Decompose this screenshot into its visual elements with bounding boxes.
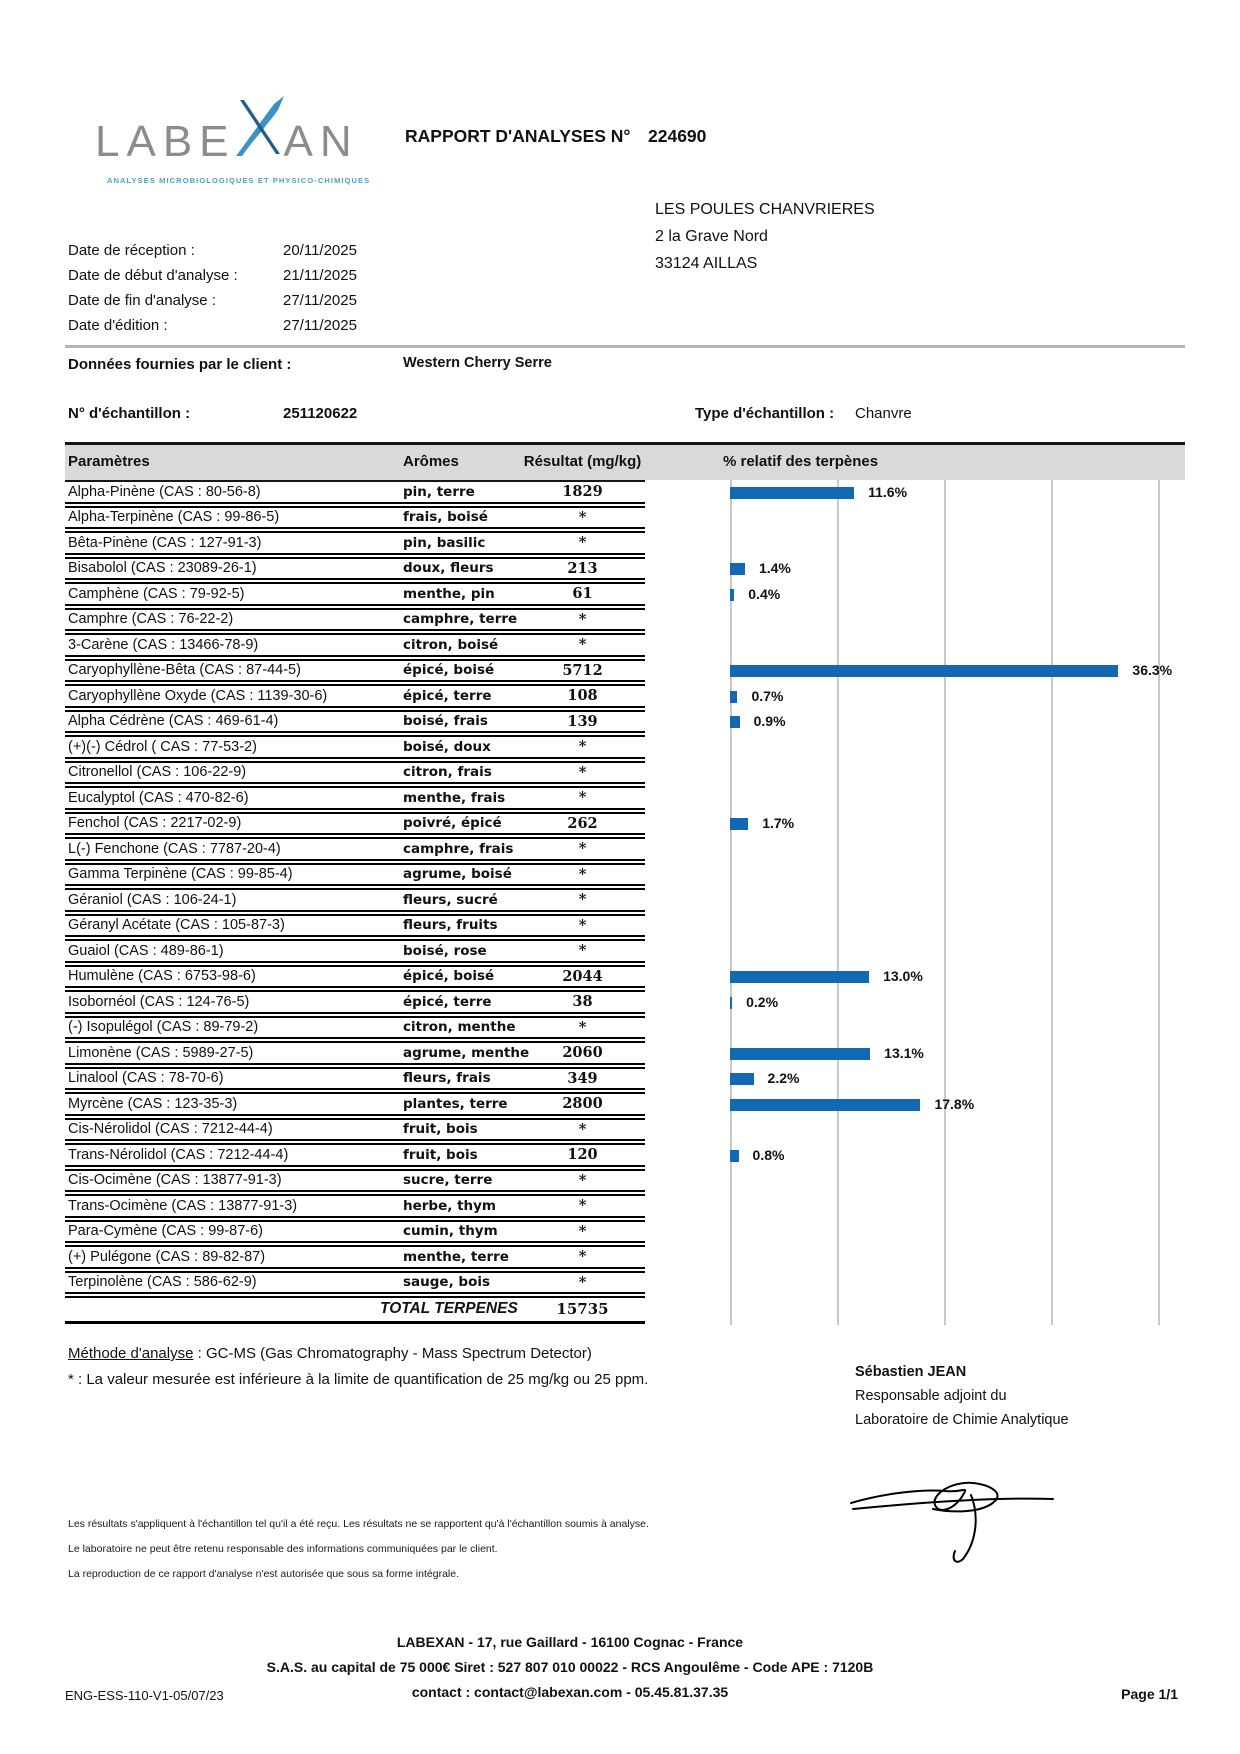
client-address <box>655 196 875 277</box>
chart-bar-label: 13.1% <box>884 1044 924 1061</box>
table-row <box>65 992 645 1018</box>
report-number: 224690 <box>648 126 707 146</box>
row-result: * <box>578 916 587 934</box>
row-result: * <box>578 1018 587 1036</box>
method-label: Méthode d'analyse <box>68 1345 194 1362</box>
footer-legal: S.A.S. au capital de 75 000€ Siret : 527 807 010 00022 - RCS Angoulême - Code APE : 7120B <box>266 1659 874 1675</box>
row-aroma: agrume, menthe <box>403 1044 530 1061</box>
row-parameter: 3-Carène (CAS : 13466-78-9) <box>68 636 259 653</box>
date-debut <box>68 263 357 288</box>
row-aroma: plantes, terre <box>403 1095 508 1112</box>
row-aroma: citron, menthe <box>403 1019 516 1036</box>
chart-bar-label: 0.2% <box>746 993 779 1010</box>
row-aroma: fleurs, sucré <box>403 891 498 908</box>
row-aroma: sauge, bois <box>403 1274 491 1291</box>
chart-gridline <box>1051 480 1053 1325</box>
row-aroma: boisé, doux <box>403 738 491 755</box>
row-aroma: épicé, terre <box>403 687 492 704</box>
table-row <box>65 967 645 993</box>
date-fin <box>68 288 357 313</box>
logo-text-left: LABE <box>95 117 236 166</box>
row-result: 262 <box>567 814 598 832</box>
table-row <box>65 1094 645 1120</box>
table-row <box>65 1273 645 1299</box>
row-result: 61 <box>572 585 593 603</box>
row-aroma: pin, terre <box>403 483 475 500</box>
table-row <box>65 814 645 840</box>
client-name: LES POULES CHANVRIERES <box>655 201 875 218</box>
section-divider <box>65 345 1185 348</box>
row-aroma: sucre, terre <box>403 1172 493 1189</box>
table-row <box>65 1069 645 1095</box>
page-number: Page 1/1 <box>1121 1686 1178 1702</box>
table-row <box>65 1043 645 1069</box>
table-row <box>65 941 645 967</box>
row-parameter: Géraniol (CAS : 106-24-1) <box>68 891 237 908</box>
signatory-role-1: Responsable adjoint du <box>855 1388 1007 1404</box>
terpene-table-body <box>65 482 645 1298</box>
client-data-row <box>68 355 552 373</box>
chart-bar <box>730 691 737 703</box>
table-row <box>65 1145 645 1171</box>
chart-bar-label: 0.9% <box>753 713 786 730</box>
col-header-result: Résultat (mg/kg) <box>523 453 642 470</box>
table-row <box>65 839 645 865</box>
row-aroma: épicé, boisé <box>403 968 495 985</box>
row-aroma: cumin, thym <box>403 1223 498 1240</box>
chart-bar-label: 0.8% <box>752 1146 785 1163</box>
row-parameter: (-) Isopulégol (CAS : 89-79-2) <box>68 1019 259 1036</box>
row-parameter: Fenchol (CAS : 2217-02-9) <box>68 815 242 832</box>
disclaimer-line: La reproduction de ce rapport d'analyse n'est autorisée que sous sa forme intégrale. <box>68 1568 459 1580</box>
table-row <box>65 1222 645 1248</box>
labexan-logo <box>95 96 370 185</box>
signatory-block <box>855 1360 1069 1432</box>
chart-gridline <box>1158 480 1160 1325</box>
row-result: 108 <box>567 687 598 705</box>
chart-gridline <box>944 480 946 1325</box>
logo-wordmark <box>95 96 370 166</box>
row-aroma: boisé, rose <box>403 942 487 959</box>
row-result: 38 <box>572 993 593 1011</box>
total-row <box>65 1297 645 1324</box>
row-result: * <box>578 840 587 858</box>
row-result: * <box>578 508 587 526</box>
row-parameter: Para-Cymène (CAS : 99-87-6) <box>68 1223 264 1240</box>
row-parameter: Limonène (CAS : 5989-27-5) <box>68 1044 254 1061</box>
doc-ref: ENG-ESS-110-V1-05/07/23 <box>65 1688 224 1703</box>
chart-bar <box>730 1048 870 1060</box>
row-result: * <box>578 942 587 960</box>
row-parameter: Alpha-Terpinène (CAS : 99-86-5) <box>68 509 280 526</box>
table-row <box>65 1196 645 1222</box>
row-result: * <box>578 891 587 909</box>
row-parameter: Isobornéol (CAS : 124-76-5) <box>68 993 250 1010</box>
row-result: * <box>578 763 587 781</box>
date-value: 27/11/2025 <box>283 317 357 334</box>
chart-bar-label: 0.4% <box>748 585 781 602</box>
row-aroma: pin, basilic <box>403 534 486 551</box>
chart-bar <box>730 997 732 1009</box>
row-result: * <box>578 1222 587 1240</box>
report-title: RAPPORT D'ANALYSES N° <box>405 126 631 146</box>
table-row <box>65 1120 645 1146</box>
chart-bar <box>730 589 734 601</box>
footer-address: LABEXAN - 17, rue Gaillard - 16100 Cognac - France <box>396 1634 744 1650</box>
footer-contact: contact : contact@labexan.com - 05.45.81.37.35 <box>411 1684 729 1700</box>
chart-bar-label: 1.7% <box>762 815 795 832</box>
row-parameter: L(-) Fenchone (CAS : 7787-20-4) <box>68 840 281 857</box>
disclaimer-line: Le laboratoire ne peut être retenu responsable des informations communiquées par le client. <box>68 1543 498 1555</box>
date-label: Date de fin d'analyse : <box>68 292 216 309</box>
chart-bar-label: 1.4% <box>758 560 791 577</box>
row-parameter: (+) Pulégone (CAS : 89-82-87) <box>68 1248 266 1265</box>
row-parameter: Citronellol (CAS : 106-22-9) <box>68 764 247 781</box>
chart-bar <box>730 1073 754 1085</box>
logo-x-icon <box>232 96 286 168</box>
client-street: 2 la Grave Nord <box>655 228 768 245</box>
chart-bar-label: 13.0% <box>883 968 923 985</box>
total-label: TOTAL TERPENES <box>380 1300 518 1317</box>
date-label: Date de début d'analyse : <box>68 267 238 284</box>
date-label: Date d'édition : <box>68 317 168 334</box>
disclaimers <box>68 1512 649 1587</box>
chart-bar <box>730 818 748 830</box>
sample-number-label: N° d'échantillon : <box>68 405 191 422</box>
row-aroma: fruit, bois <box>403 1146 478 1163</box>
row-parameter: Trans-Ocimène (CAS : 13877-91-3) <box>68 1197 298 1214</box>
table-row <box>65 890 645 916</box>
row-result: 213 <box>567 559 598 577</box>
row-parameter: Bisabolol (CAS : 23089-26-1) <box>68 560 257 577</box>
chart-gridline <box>837 480 839 1325</box>
client-data-label: Données fournies par le client : <box>68 356 292 373</box>
date-value: 21/11/2025 <box>283 267 357 284</box>
signatory-role-2: Laboratoire de Chimie Analytique <box>855 1412 1069 1428</box>
row-aroma: citron, boisé <box>403 636 499 653</box>
row-aroma: camphre, frais <box>403 840 514 857</box>
chart-bar <box>730 1150 739 1162</box>
table-row <box>65 865 645 891</box>
row-aroma: poivré, épicé <box>403 815 502 832</box>
row-parameter: Gamma Terpinène (CAS : 99-85-4) <box>68 866 293 883</box>
table-row <box>65 916 645 942</box>
table-row <box>65 788 645 814</box>
chart-bar <box>730 563 745 575</box>
client-data-value: Western Cherry Serre <box>403 355 552 371</box>
asterisk-note: * : La valeur mesurée est inférieure à la limite de quantification de 25 mg/kg ou 25 ppm. <box>68 1371 649 1388</box>
table-row <box>65 737 645 763</box>
row-result: 1829 <box>562 483 603 501</box>
date-value: 20/11/2025 <box>283 242 357 259</box>
table-row <box>65 712 645 738</box>
chart-bar-label: 11.6% <box>868 483 908 500</box>
row-result: * <box>578 1197 587 1215</box>
chart-bar <box>730 716 740 728</box>
chart-bar-label: 2.2% <box>767 1070 800 1087</box>
row-parameter: Alpha Cédrène (CAS : 469-61-4) <box>68 713 279 730</box>
row-aroma: boisé, frais <box>403 713 488 730</box>
row-aroma: fruit, bois <box>403 1121 478 1138</box>
row-aroma: fleurs, frais <box>403 1070 491 1087</box>
row-result: * <box>578 1273 587 1291</box>
table-row <box>65 686 645 712</box>
row-result: * <box>578 789 587 807</box>
chart-axis-line <box>730 480 732 1325</box>
row-parameter: Eucalyptol (CAS : 470-82-6) <box>68 789 249 806</box>
row-aroma: menthe, frais <box>403 789 506 806</box>
signatory-name: Sébastien JEAN <box>855 1364 967 1380</box>
row-parameter: Humulène (CAS : 6753-98-6) <box>68 968 256 985</box>
date-edition <box>68 313 357 338</box>
row-result: * <box>578 636 587 654</box>
table-row <box>65 1171 645 1197</box>
row-parameter: Alpha-Pinène (CAS : 80-56-8) <box>68 483 261 500</box>
row-aroma: herbe, thym <box>403 1197 497 1214</box>
logo-text-right: AN <box>283 117 359 166</box>
date-label: Date de réception : <box>68 242 195 259</box>
row-aroma: frais, boisé <box>403 509 488 526</box>
row-result: 349 <box>567 1069 598 1087</box>
signature-icon <box>845 1445 1060 1565</box>
table-row <box>65 533 645 559</box>
row-parameter: Caryophyllène-Bêta (CAS : 87-44-5) <box>68 662 301 679</box>
method-note <box>68 1345 592 1362</box>
row-result: 139 <box>567 712 598 730</box>
date-value: 27/11/2025 <box>283 292 357 309</box>
row-result: 120 <box>567 1146 598 1164</box>
row-result: * <box>578 738 587 756</box>
row-result: 2060 <box>562 1044 603 1062</box>
sample-number: 251120622 <box>283 405 358 422</box>
row-aroma: agrume, boisé <box>403 866 512 883</box>
row-aroma: camphre, terre <box>403 611 518 628</box>
row-parameter: Géranyl Acétate (CAS : 105-87-3) <box>68 917 285 934</box>
table-row <box>65 508 645 534</box>
row-result: * <box>578 1248 587 1266</box>
total-value: 15735 <box>556 1300 609 1318</box>
table-row <box>65 559 645 585</box>
row-result: * <box>578 865 587 883</box>
col-header-aromas: Arômes <box>403 453 459 470</box>
disclaimer-line: Les résultats s'appliquent à l'échantillon tel qu'il a été reçu. Les résultats ne se rapportent qu'à l'échantillon soumis à analyse. <box>68 1518 649 1530</box>
sample-type-label: Type d'échantillon : <box>695 405 835 422</box>
row-result: 2044 <box>562 967 603 985</box>
method-text: : GC-MS (Gas Chromatography - Mass Spectrum Detector) <box>193 1345 592 1362</box>
row-parameter: Bêta-Pinène (CAS : 127-91-3) <box>68 534 262 551</box>
dates-block <box>68 238 357 338</box>
row-aroma: menthe, terre <box>403 1248 509 1265</box>
row-parameter: Trans-Nérolidol (CAS : 7212-44-4) <box>68 1146 289 1163</box>
signature <box>845 1445 1060 1570</box>
row-result: * <box>578 1120 587 1138</box>
row-aroma: citron, frais <box>403 764 492 781</box>
row-aroma: doux, fleurs <box>403 560 494 577</box>
row-result: 2800 <box>562 1095 603 1113</box>
row-parameter: Camphre (CAS : 76-22-2) <box>68 611 234 628</box>
sample-type: Chanvre <box>855 405 912 422</box>
row-result: * <box>578 534 587 552</box>
row-parameter: Camphène (CAS : 79-92-5) <box>68 585 245 602</box>
row-aroma: épicé, terre <box>403 993 492 1010</box>
chart-bar <box>730 1099 920 1111</box>
client-city: 33124 AILLAS <box>655 255 758 272</box>
table-header <box>65 442 1185 480</box>
row-result: * <box>578 1171 587 1189</box>
row-parameter: Linalool (CAS : 78-70-6) <box>68 1070 224 1087</box>
row-aroma: fleurs, fruits <box>403 917 498 934</box>
table-row <box>65 482 645 508</box>
chart-bar-label: 0.7% <box>751 687 784 704</box>
date-reception <box>68 238 357 263</box>
row-parameter: Guaiol (CAS : 489-86-1) <box>68 942 224 959</box>
row-parameter: Cis-Ocimène (CAS : 13877-91-3) <box>68 1172 282 1189</box>
col-header-parameters: Paramètres <box>68 453 150 470</box>
table-row <box>65 584 645 610</box>
chart-bar <box>730 971 869 983</box>
chart-bar-label: 36.3% <box>1132 662 1173 679</box>
table-row <box>65 1247 645 1273</box>
table-row <box>65 610 645 636</box>
row-parameter: Caryophyllène Oxyde (CAS : 1139-30-6) <box>68 687 328 704</box>
chart-bar-label: 17.8% <box>934 1095 975 1112</box>
row-result: 5712 <box>562 661 603 679</box>
table-row <box>65 1018 645 1044</box>
row-parameter: (+)(-) Cédrol ( CAS : 77-53-2) <box>68 738 257 755</box>
table-row <box>65 763 645 789</box>
chart-area <box>730 480 1185 1325</box>
row-parameter: Myrcène (CAS : 123-35-3) <box>68 1095 238 1112</box>
row-aroma: épicé, boisé <box>403 662 495 679</box>
table-row <box>65 661 645 687</box>
col-header-relative: % relatif des terpènes <box>723 453 879 470</box>
row-parameter: Cis-Nérolidol (CAS : 7212-44-4) <box>68 1121 273 1138</box>
chart-bar <box>730 665 1118 677</box>
logo-tagline: ANALYSES MICROBIOLOGIQUES ET PHYSICO-CHIMIQUES <box>107 176 371 185</box>
row-parameter: Terpinolène (CAS : 586-62-9) <box>68 1274 257 1291</box>
chart-bar <box>730 487 854 499</box>
row-aroma: menthe, pin <box>403 585 495 602</box>
row-result: * <box>578 610 587 628</box>
table-row <box>65 635 645 661</box>
